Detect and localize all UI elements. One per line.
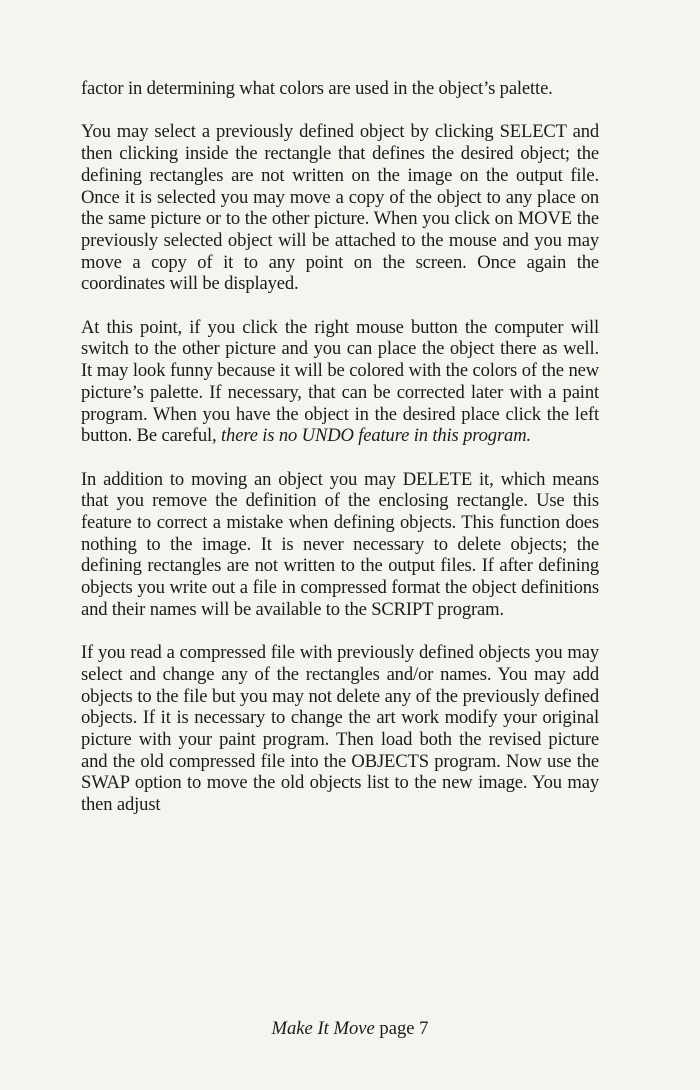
paragraph-emphasis: there is no UNDO feature in this program. [221, 425, 531, 447]
paragraph-compressed-file [81, 642, 599, 816]
paragraph-text: At this point, if you click the right mouse button the computer will switch to the other picture and you can place the object there as well. It may look funny because it will be colored with the colors of the new picture’s palette. If necessary, that can be corrected later with a paint program. When you have the object in the desired place click the left button. Be careful, [81, 316, 599, 447]
page-footer [0, 1018, 700, 1040]
paragraph-right-mouse [81, 317, 599, 447]
paragraph-delete [81, 469, 599, 621]
paragraph-text: If you read a compressed file with previously defined objects you may select and change any of the rectangles and/or names. You may add objects to the file but you may not delete any of the previously defined objects. If it is necessary to change the art work modify your original picture with your paint program. Then load both the revised picture and the old compressed file into the OBJECTS program. Now use the SWAP option to move the old objects list to the new image. You may then adjust [81, 642, 599, 816]
paragraph-select [81, 121, 599, 295]
paragraph-palette [81, 78, 599, 100]
paragraph-text: factor in determining what colors are used in the object’s palette. [81, 78, 553, 99]
footer-title: Make It Move [271, 1018, 375, 1039]
page-body [81, 78, 599, 816]
paragraph-text: In addition to moving an object you may DELETE it, which means that you remove the definition of the enclosing rectangle. Use this feature to correct a mistake when defining objects. This function does nothing to the image. It is never necessary to delete objects; the defining rectangles are not written to the output files. If after defining objects you write out a file in compressed format the object definitions and their names will be available to the SCRIPT program. [81, 468, 599, 620]
paragraph-text: You may select a previously defined object by clicking SELECT and then clicking inside the rectangle that defines the desired object; the defining rectangles are not written on the image on the output file. Once it is selected you may move a copy of the object to any place on the same picture or to the other picture. When you click on MOVE the previously selected object will be attached to the mouse and you may move a copy of it to any point on the screen. Once again the coordinates will be displayed. [81, 121, 599, 295]
footer-page-number: page 7 [374, 1018, 429, 1039]
